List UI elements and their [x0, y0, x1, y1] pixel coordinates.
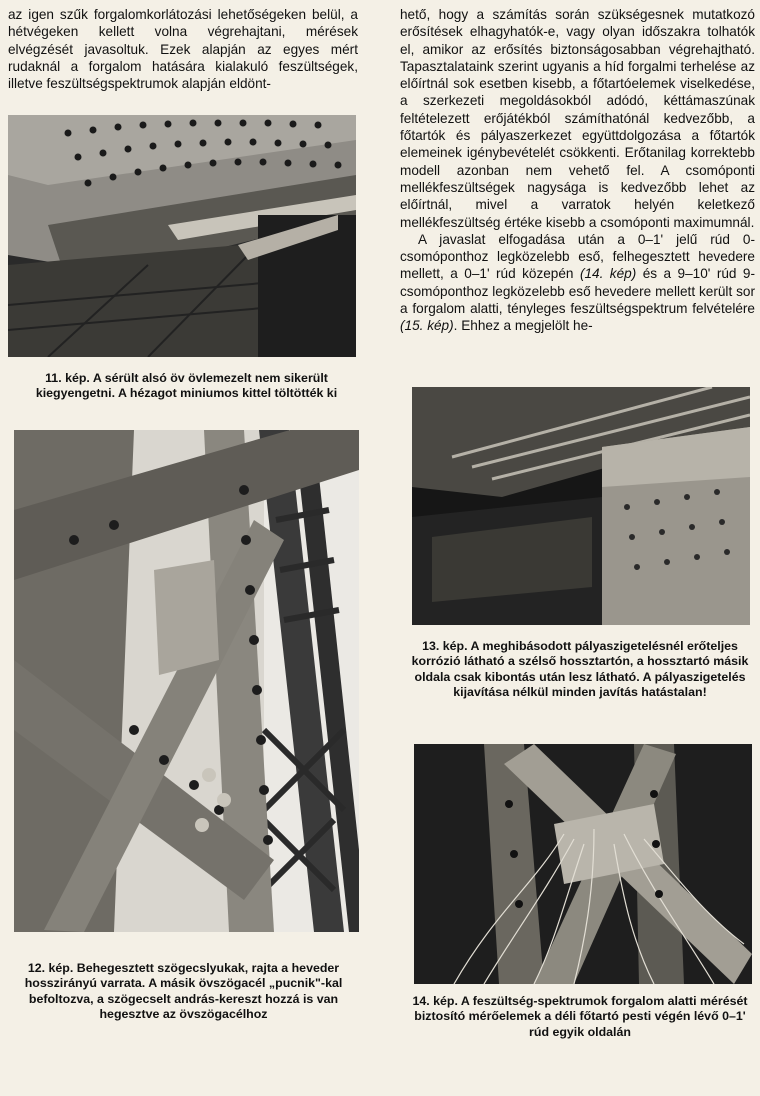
photo-13-corroded-stringer: [412, 387, 750, 625]
right-column-text: [400, 6, 755, 335]
photo-11-damaged-chord: [8, 115, 356, 357]
photo-15-reference: (15. kép): [400, 318, 454, 334]
paragraph-2-part-c: . Ehhez a megjelölt he-: [453, 318, 593, 334]
photo-14-reference: (14. kép): [579, 266, 637, 282]
caption-photo-12: 12. kép. Behegesztett szögecslyukak, rajta a heveder hosszirányú varrata. A másik övszögacél „pucnik"-kal befoltozva, a szögecselt andrás-kereszt hozzá is van hegesztve az övszögacélhoz: [24, 961, 343, 1022]
left-intro-paragraph: az igen szűk forgalomkorlátozási lehetőségeken belül, a hétvégeken kellett volna végrehajtani, mérések elvégzését javasoltuk. Ezek alapján az egyes mért rudaknál a forgalom hatására kialakuló feszültségek, illetve feszültségspektrumok alapján eldönt-: [8, 7, 358, 92]
caption-photo-13: 13. kép. A meghibásodott pályaszigetelésnél erőteljes korrózió látható a szélső hossztartón, a hossztartó másik oldala csak kibontás után lesz látható. A pályaszigetelés kijavítása nélkül minden javítás hatástalan!: [411, 639, 749, 700]
caption-photo-14: 14. kép. A feszültség-spektrumok forgalom alatti mérését biztosító mérőelemek a déli főtartó pesti végén lévő 0–1' rúd egyik oldalán: [412, 994, 748, 1039]
right-paragraph-2: [400, 231, 755, 335]
photo-12-truss-members: [14, 430, 359, 932]
paragraph-2-part-a: A javaslat elfogadása után a 0–1' jelű rúd 0-csomóponthoz legközelebb eső, felhegesztett hevedere mellett, a 0–1' rúd közepén: [400, 231, 755, 282]
paragraph-2-part-b: és a 9–10' rúd 9-csomóponthoz legközelebb eső hevedere mellett került sor a forgalom alatti, tényleges feszültségspektrum felvételére: [400, 266, 755, 317]
left-column-text: [8, 6, 358, 92]
caption-photo-11: 11. kép. A sérült alsó öv övlemezelt nem sikerült kiegyengetni. A hézagot miniumos kittel töltötték ki: [35, 371, 338, 401]
right-paragraph-1: hető, hogy a számítás során szükségesnek mutatkozó erősítések elhagyhatók-e, vagy olyan időszakra tolhatók el, amikor az erősítés biztonságosabban végrehajtható. Tapasztalataink szerint ugyanis a híd forgalmi terhelése az előírtnál sok esetben kisebb, a főtartóelemek viselkedése, a szerkezeti megoldásokból adódó, kéttámaszúnak feltételezett erőjátékból számíthatónál kedvezőbb, a főtartók és pályaszerkezet együttdolgozása a főtartók elemeinek igénybevételét csökkenti. Erőtanilag korrektebb modell azonban nem vehető fel. A csomóponti mellékfeszültségek nagysága is kedvezőbb lehet az előírtnál, mivel a varratok helyén keletkező mellékfeszültség értéke kisebb a csomóponti maximumnál.: [400, 7, 755, 230]
photo-14-strain-gauges: [414, 744, 752, 984]
